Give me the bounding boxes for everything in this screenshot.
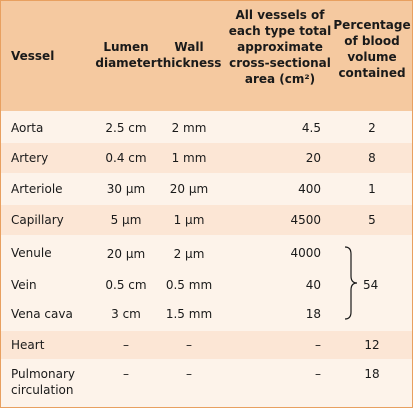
table-row <box>1 173 412 205</box>
cross-sectional-area: 18 <box>305 307 321 321</box>
lumen-diameter: 20 µm <box>106 247 146 261</box>
lumen-diameter: – <box>123 367 129 381</box>
blood-volume-percentage: 18 <box>364 367 380 381</box>
blood-volume-percentage: 1 <box>368 182 376 196</box>
cross-sectional-area: 4.5 <box>301 121 321 135</box>
group-brace <box>341 246 361 320</box>
header-lumen: Lumen diameter <box>95 40 157 70</box>
lumen-diameter: 3 cm <box>111 307 141 321</box>
blood-volume-percentage: 8 <box>368 151 376 165</box>
wall-thickness: 2 µm <box>173 247 205 261</box>
header-wall: Wall thickness <box>157 40 222 70</box>
wall-thickness: – <box>186 367 192 381</box>
vessel-name: Capillary <box>11 213 64 227</box>
lumen-diameter: 0.5 cm <box>105 278 147 292</box>
lumen-diameter: 2.5 cm <box>105 121 147 135</box>
table-row <box>1 143 412 173</box>
cross-sectional-area: 40 <box>305 278 321 292</box>
wall-thickness: 1.5 mm <box>165 307 213 321</box>
blood-volume-percentage: 54 <box>363 278 379 292</box>
wall-thickness: 1 µm <box>173 213 205 227</box>
table-header <box>1 1 412 111</box>
table-row <box>1 111 412 143</box>
blood-volume-percentage: 5 <box>368 213 376 227</box>
header-area: All vessels of each type total approximate cross-sectional area (cm²) <box>228 8 332 86</box>
cross-sectional-area: 20 <box>305 151 321 165</box>
vessel-name: Vena cava <box>11 307 73 321</box>
lumen-diameter: 5 µm <box>110 213 142 227</box>
table-row <box>1 359 412 407</box>
cross-sectional-area: 4000 <box>290 246 321 260</box>
cross-sectional-area: 4500 <box>290 213 321 227</box>
header-pct: Percentage of blood volume contained <box>333 18 411 80</box>
wall-thickness: 1 mm <box>171 151 207 165</box>
lumen-diameter: 30 µm <box>106 182 146 196</box>
lumen-diameter: – <box>123 338 129 352</box>
header-vessel: Vessel <box>11 49 55 63</box>
vessel-name: Venule <box>11 246 52 260</box>
wall-thickness: 0.5 mm <box>165 278 213 292</box>
blood-volume-percentage: 2 <box>368 121 376 135</box>
cross-sectional-area: – <box>315 338 321 352</box>
wall-thickness: – <box>186 338 192 352</box>
vessel-name: Pulmonary circulation <box>11 367 75 397</box>
cross-sectional-area: 400 <box>298 182 321 196</box>
vessel-name: Artery <box>11 151 49 165</box>
wall-thickness: 2 mm <box>171 121 207 135</box>
vessel-name: Aorta <box>11 121 44 135</box>
lumen-diameter: 0.4 cm <box>105 151 147 165</box>
vessel-name: Vein <box>11 278 37 292</box>
table-row <box>1 331 412 359</box>
vessel-name: Heart <box>11 338 45 352</box>
cross-sectional-area: – <box>315 367 321 381</box>
vessel-name: Arteriole <box>11 182 63 196</box>
table-row <box>1 205 412 235</box>
wall-thickness: 20 µm <box>169 182 209 196</box>
blood-volume-percentage: 12 <box>364 338 380 352</box>
